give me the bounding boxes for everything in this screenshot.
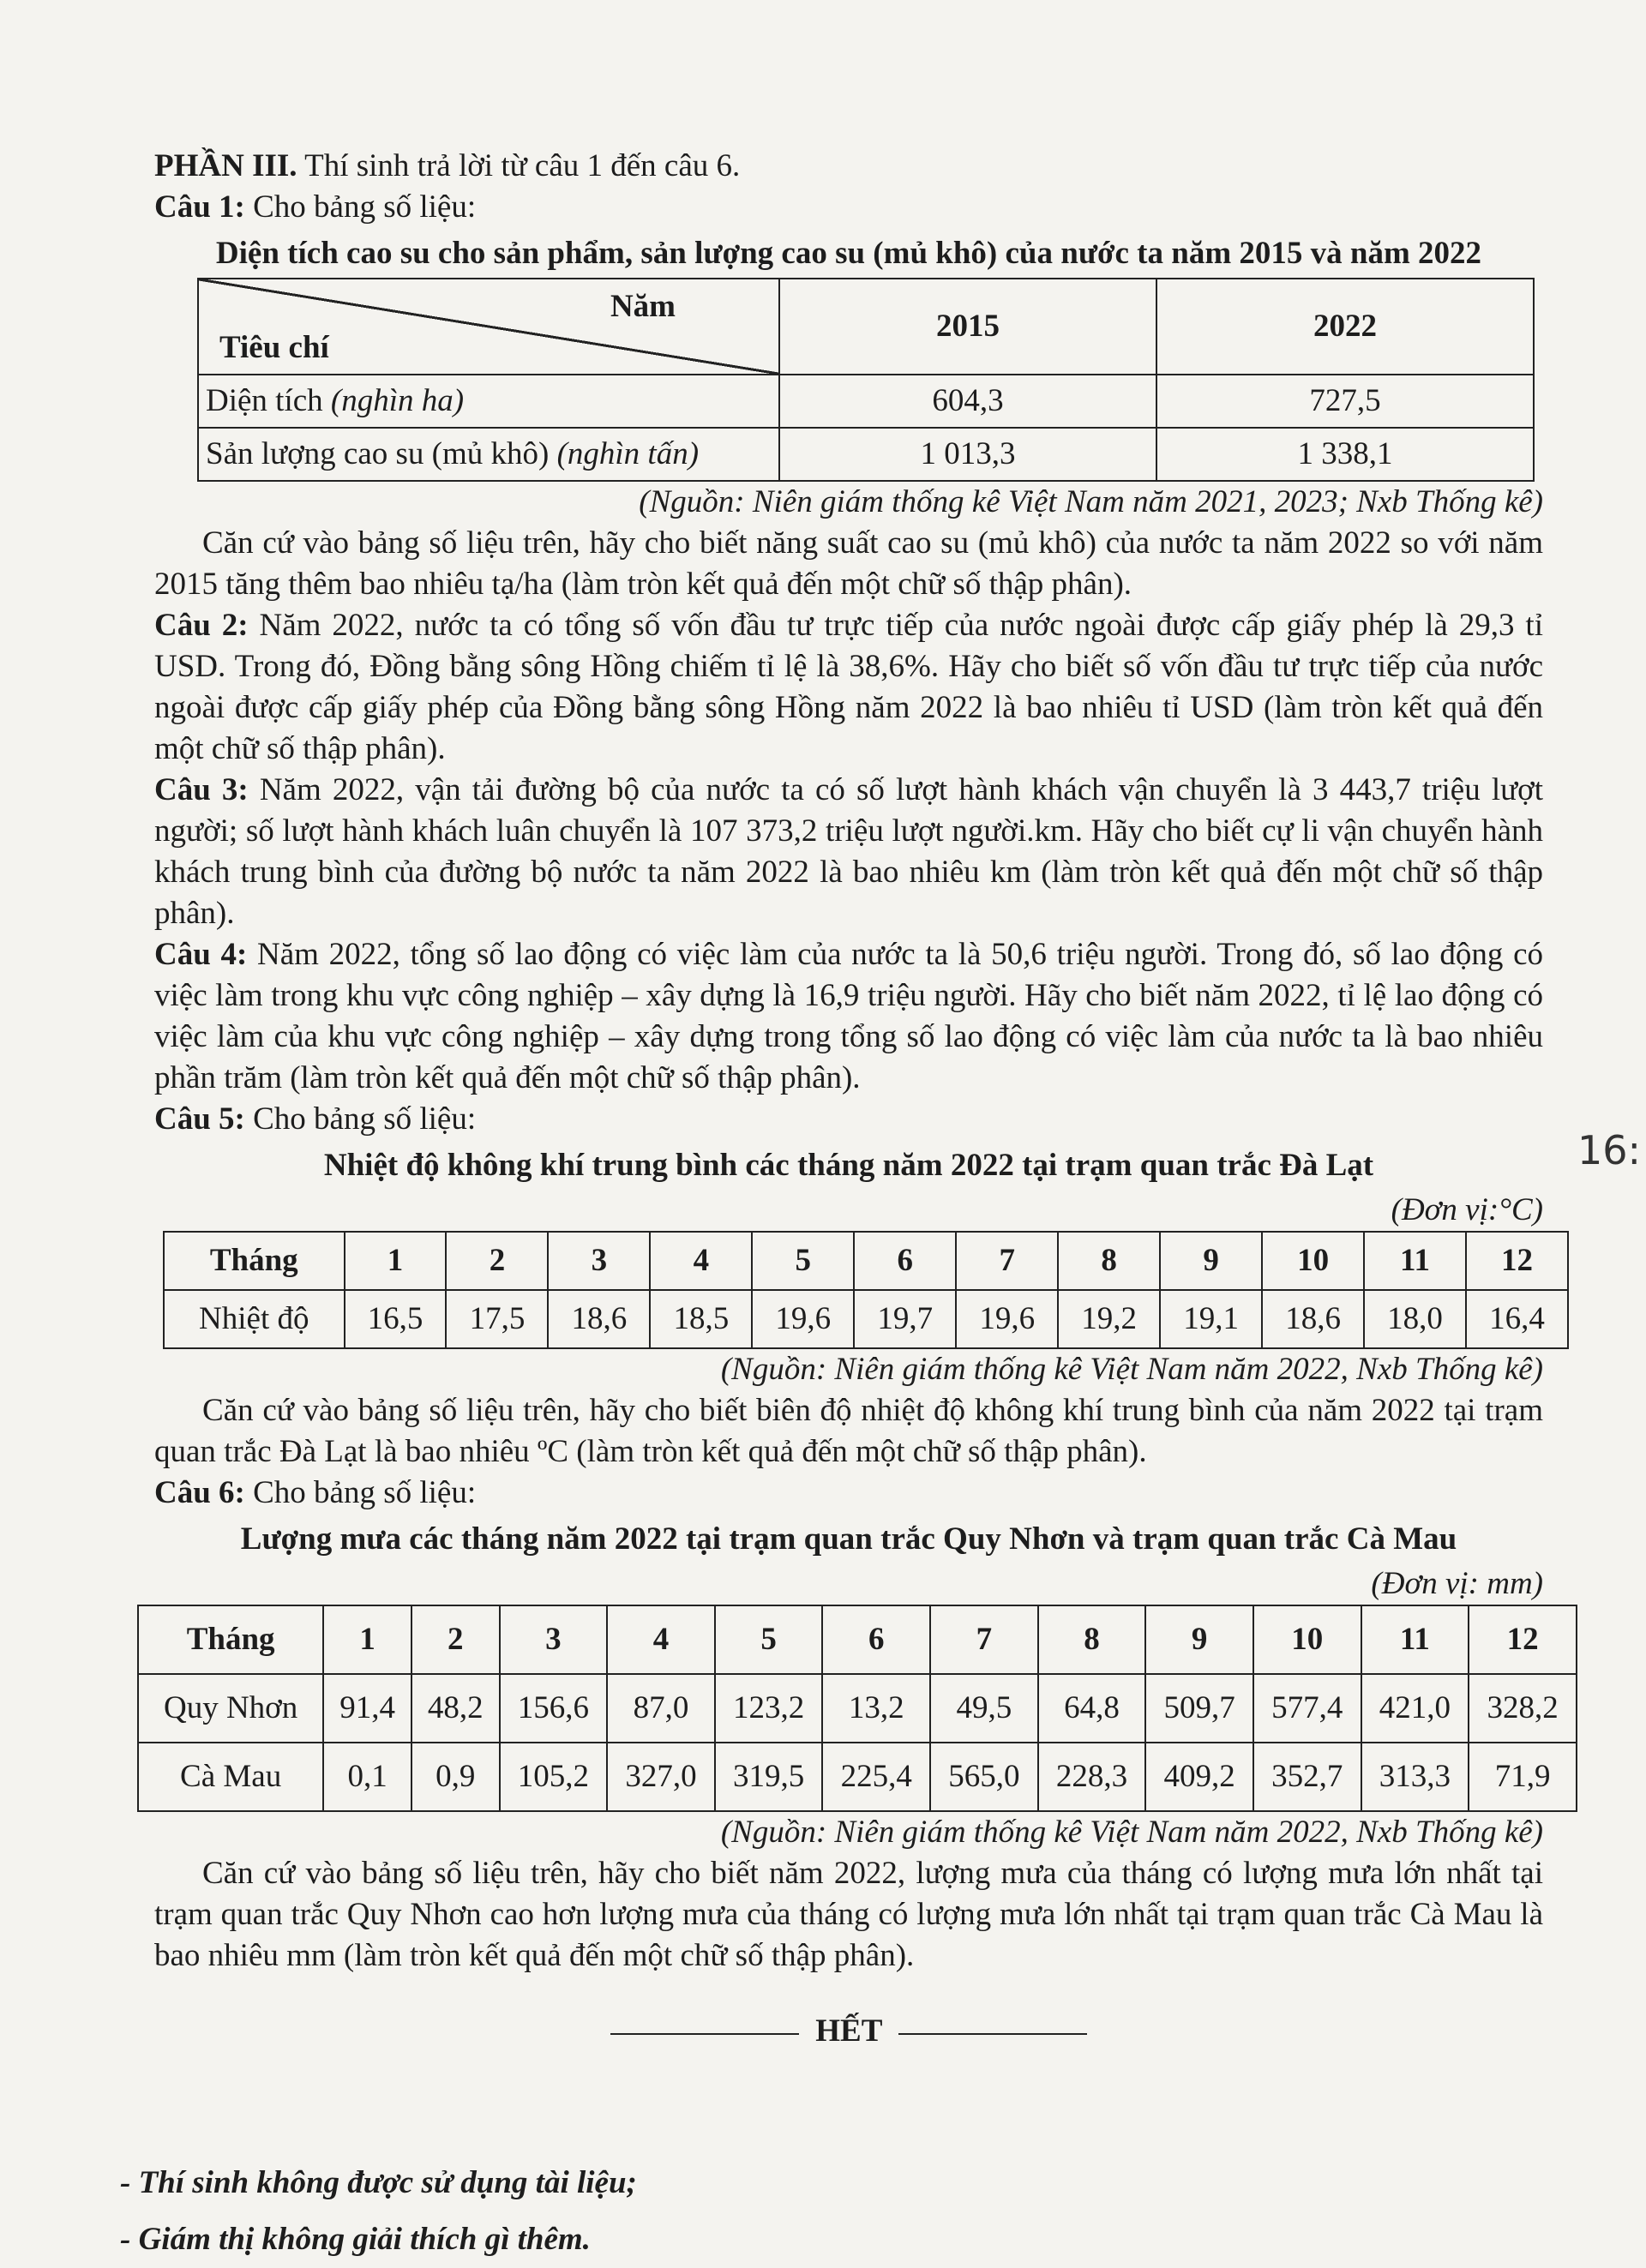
q5-temp-header: Nhiệt độ [164,1290,345,1348]
table-row [198,428,1534,481]
table-cell: 7 [930,1605,1038,1674]
table-row [164,1290,1568,1348]
table-cell: 5 [715,1605,823,1674]
q6-month-header: Tháng [138,1605,323,1674]
end-marker [154,2011,1543,2052]
q2-label: Câu 2: [154,608,249,643]
table-cell: 4 [607,1605,715,1674]
handwritten-margin-note: 16: [1577,1127,1642,1173]
table-cell: 12 [1466,1232,1568,1290]
table-row [138,1674,1577,1743]
table-cell: 1 [323,1605,412,1674]
q5-intro-line [154,1099,1543,1140]
table-cell: 18,0 [1364,1290,1466,1348]
table-cell: 2 [446,1232,548,1290]
q3-block [154,770,1543,934]
q1-row-label [198,375,779,428]
q3-label: Câu 3: [154,772,249,807]
table-cell: 8 [1058,1232,1160,1290]
table-cell: 18,6 [1262,1290,1364,1348]
q1-header-year: Năm [610,289,676,324]
table-cell: 48,2 [412,1674,500,1743]
q5-source: (Nguồn: Niên giám thống kê Việt Nam năm 2022, Nxb Thống kê) [720,1352,1543,1387]
q1-table [197,278,1535,482]
table-cell: 7 [956,1232,1058,1290]
q5-table [163,1231,1569,1349]
table-cell: 352,7 [1253,1743,1361,1811]
footer-note-2: - Giám thị không giải thích gì thêm. [120,2222,591,2257]
q6-table [137,1605,1577,1812]
q5-unit: (Đơn vị:°C) [1391,1192,1543,1227]
q5-intro: Cho bảng số liệu: [253,1101,477,1137]
table-cell: 225,4 [822,1743,930,1811]
end-rule-left [610,2033,799,2035]
table-cell: 565,0 [930,1743,1038,1811]
table-cell: 11 [1361,1605,1469,1674]
q5-label: Câu 5: [154,1101,245,1137]
table-cell: 228,3 [1038,1743,1146,1811]
table-row [198,375,1534,428]
q6-table-title: Lượng mưa các tháng năm 2022 tại trạm quan trắc Quy Nhơn và trạm quan trắc Cà Mau [240,1521,1457,1557]
q6-source: (Nguồn: Niên giám thống kê Việt Nam năm 2022, Nxb Thống kê) [720,1815,1543,1850]
table-cell: 91,4 [323,1674,412,1743]
table-cell: 18,6 [548,1290,650,1348]
q1-header-criteria: Tiêu chí [219,330,329,365]
table-row [138,1605,1577,1674]
q6-station-name: Quy Nhơn [138,1674,323,1743]
table-cell: 1 013,3 [779,428,1156,481]
q6-intro: Cho bảng số liệu: [253,1475,477,1510]
table-cell: 19,2 [1058,1290,1160,1348]
table-cell: 87,0 [607,1674,715,1743]
q1-year-2015: 2015 [779,279,1156,375]
table-cell: 9 [1160,1232,1262,1290]
table-row [198,279,1534,375]
table-row [164,1232,1568,1290]
table-cell: 16,5 [345,1290,447,1348]
part-text: Thí sinh trả lời từ câu 1 đến câu 6. [304,148,741,183]
q1-row2-label: Sản lượng cao su (mủ khô) [206,436,550,471]
q1-table-title: Diện tích cao su cho sản phẩm, sản lượng cao su (mủ khô) của nước ta năm 2015 và năm 2022 [215,236,1482,271]
q3-text: Năm 2022, vận tải đường bộ của nước ta có số lượt hành khách vận chuyển là 3 443,7 triệu lượt người; số lượt hành khách luân chuyển là 107 373,2 triệu lượt người.km. Hãy cho biết cự li vận chuyển hành khách trung bình của đường bộ nước ta năm 2022 là bao nhiêu km (làm tròn kết quả đến một chữ số thập phân). [154,772,1544,931]
q4-block [154,934,1543,1099]
table-cell: 5 [752,1232,854,1290]
q1-source: (Nguồn: Niên giám thống kê Việt Nam năm 2021, 2023; Nxb Thống kê) [639,484,1543,519]
table-cell: 1 [345,1232,447,1290]
q5-table-title: Nhiệt độ không khí trung bình các tháng năm 2022 tại trạm quan trắc Đà Lạt [323,1148,1374,1183]
q6-intro-line [154,1473,1543,1514]
table-cell: 64,8 [1038,1674,1146,1743]
table-cell: 313,3 [1361,1743,1469,1811]
table-cell: 123,2 [715,1674,823,1743]
q1-intro-line [154,187,1543,228]
table-cell: 4 [650,1232,752,1290]
table-cell: 19,6 [956,1290,1058,1348]
q1-row2-unit: (nghìn tấn) [556,436,700,471]
table-cell: 3 [548,1232,650,1290]
q4-label: Câu 4: [154,937,248,972]
table-cell: 10 [1262,1232,1364,1290]
table-cell: 409,2 [1145,1743,1253,1811]
q6-label: Câu 6: [154,1475,245,1510]
table-cell: 13,2 [822,1674,930,1743]
table-cell: 10 [1253,1605,1361,1674]
table-cell: 319,5 [715,1743,823,1811]
table-cell: 11 [1364,1232,1466,1290]
table-cell: 2 [412,1605,500,1674]
q1-question: Căn cứ vào bảng số liệu trên, hãy cho biết năng suất cao su (mủ khô) của nước ta năm 2022 so với năm 2015 tăng thêm bao nhiêu tạ/ha (làm tròn kết quả đến một chữ số thập phân). [154,525,1543,602]
q6-unit: (Đơn vị: mm) [1371,1566,1543,1601]
table-cell: 328,2 [1469,1674,1577,1743]
q6-question: Căn cứ vào bảng số liệu trên, hãy cho biết năm 2022, lượng mưa của tháng có lượng mưa lớn nhất tại trạm quan trắc Quy Nhơn cao hơn lượng mưa của tháng có lượng mưa lớn nhất tại trạm quan trắc Cà Mau là bao nhiêu mm (làm tròn kết quả đến một chữ số thập phân). [154,1856,1543,1973]
table-cell: 3 [500,1605,608,1674]
table-cell: 421,0 [1361,1674,1469,1743]
table-cell: 19,6 [752,1290,854,1348]
table-cell: 6 [822,1605,930,1674]
table-cell: 6 [854,1232,956,1290]
q5-month-header: Tháng [164,1232,345,1290]
table-cell: 604,3 [779,375,1156,428]
table-cell: 327,0 [607,1743,715,1811]
table-cell: 19,7 [854,1290,956,1348]
table-cell: 16,4 [1466,1290,1568,1348]
table-cell: 49,5 [930,1674,1038,1743]
table-cell: 509,7 [1145,1674,1253,1743]
table-cell: 9 [1145,1605,1253,1674]
q5-question: Căn cứ vào bảng số liệu trên, hãy cho biết biên độ nhiệt độ không khí trung bình của năm 2022 tại trạm quan trắc Đà Lạt là bao nhiêu ºC (làm tròn kết quả đến một chữ số thập phân). [154,1393,1543,1469]
end-rule-right [898,2033,1087,2035]
table-cell: 19,1 [1160,1290,1262,1348]
q2-text: Năm 2022, nước ta có tổng số vốn đầu tư trực tiếp của nước ngoài được cấp giấy phép là 29,3 tỉ USD. Trong đó, Đồng bằng sông Hồng chiếm tỉ lệ là 38,6%. Hãy cho biết số vốn đầu tư trực tiếp của nước ngoài được cấp giấy phép của Đồng bằng sông Hồng năm 2022 là bao nhiêu tỉ USD (làm tròn kết quả đến một chữ số thập phân). [154,608,1543,766]
part-label: PHẦN III. [154,148,297,183]
footer-note-1: - Thí sinh không được sử dụng tài liệu; [120,2165,637,2200]
q2-block [154,605,1543,770]
q6-station-name: Cà Mau [138,1743,323,1811]
table-row [138,1743,1577,1811]
table-cell: 17,5 [446,1290,548,1348]
table-cell: 577,4 [1253,1674,1361,1743]
table-cell: 0,1 [323,1743,412,1811]
q1-intro: Cho bảng số liệu: [253,189,477,225]
table-cell: 727,5 [1156,375,1534,428]
table-cell: 105,2 [500,1743,608,1811]
q1-year-2022: 2022 [1156,279,1534,375]
q1-diagonal-header [198,279,779,375]
table-cell: 0,9 [412,1743,500,1811]
table-cell: 8 [1038,1605,1146,1674]
part-header [154,146,1543,187]
table-cell: 156,6 [500,1674,608,1743]
q1-row-label [198,428,779,481]
table-cell: 1 338,1 [1156,428,1534,481]
table-cell: 18,5 [650,1290,752,1348]
table-cell: 12 [1469,1605,1577,1674]
q1-row1-unit: (nghìn ha) [330,383,465,418]
q1-row1-label: Diện tích [206,383,323,418]
table-cell: 71,9 [1469,1743,1577,1811]
q4-text: Năm 2022, tổng số lao động có việc làm của nước ta là 50,6 triệu người. Trong đó, số lao động có việc làm trong khu vực công nghiệp – xây dựng là 16,9 triệu người. Hãy cho biết năm 2022, tỉ lệ lao động có việc làm của khu vực công nghiệp – xây dựng trong tổng số lao động có việc làm của nước ta là bao nhiêu phần trăm (làm tròn kết quả đến một chữ số thập phân). [154,937,1543,1095]
end-text: HẾT [815,2013,882,2049]
q1-label: Câu 1: [154,189,245,225]
footer-notes [120,2155,1543,2268]
